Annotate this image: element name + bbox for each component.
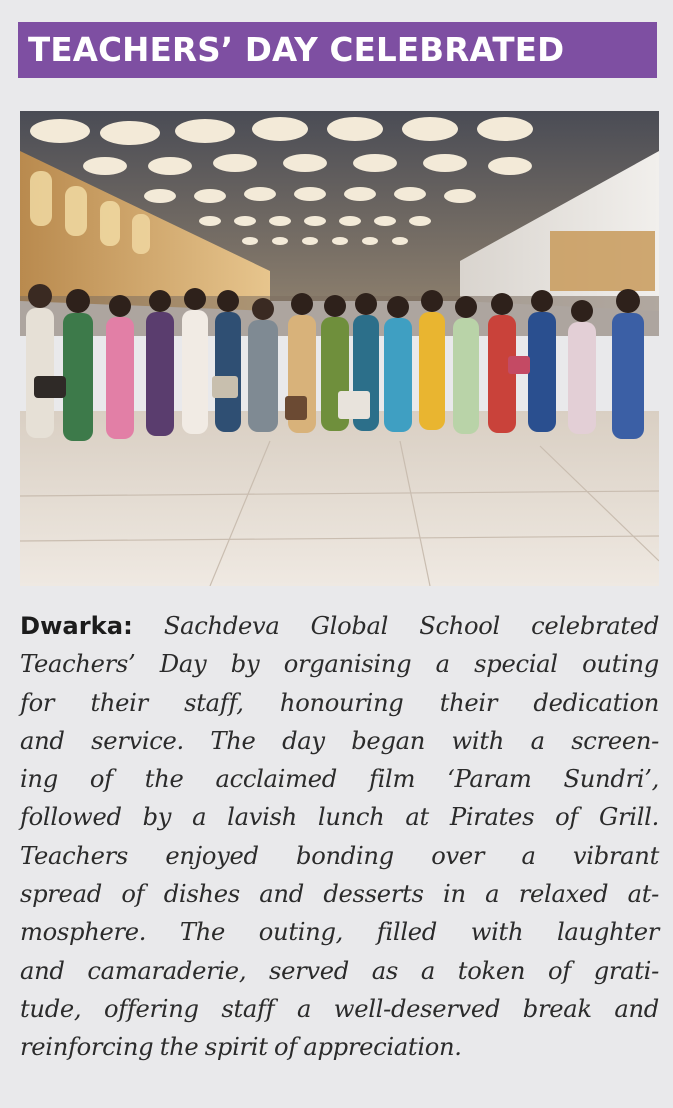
article-line: mosphere. The outing, filled with laughter	[20, 918, 659, 947]
article-line: Teachers’ Day by organising a special outing	[20, 650, 659, 679]
article-line: Dwarka: Sachdeva Global School celebrated	[20, 612, 660, 640]
article-line: tude, offering staff a well-deserved break and	[20, 994, 659, 1023]
article-body	[20, 607, 659, 1067]
article-line: ing of the acclaimed film ‘Param Sundri’,	[20, 765, 659, 794]
article-line: Teachers enjoyed bonding over a vibrant	[20, 841, 659, 870]
article-line: followed by a lavish lunch at Pirates of Grill.	[20, 803, 659, 832]
dateline: Dwarka:	[20, 612, 133, 640]
article-line: reinforcing the spirit of appreciation.	[20, 1033, 462, 1062]
headline-banner	[18, 22, 657, 78]
article-line: and camaraderie, served as a token of grati-	[20, 956, 659, 985]
group-photo	[20, 111, 659, 586]
headline: TEACHERS’ DAY CELEBRATED	[28, 31, 565, 69]
article-line: and service. The day began with a screen-	[20, 726, 659, 755]
article-line: for their staff, honouring their dedication	[20, 688, 659, 717]
article-line: spread of dishes and desserts in a relaxed at-	[20, 880, 659, 909]
